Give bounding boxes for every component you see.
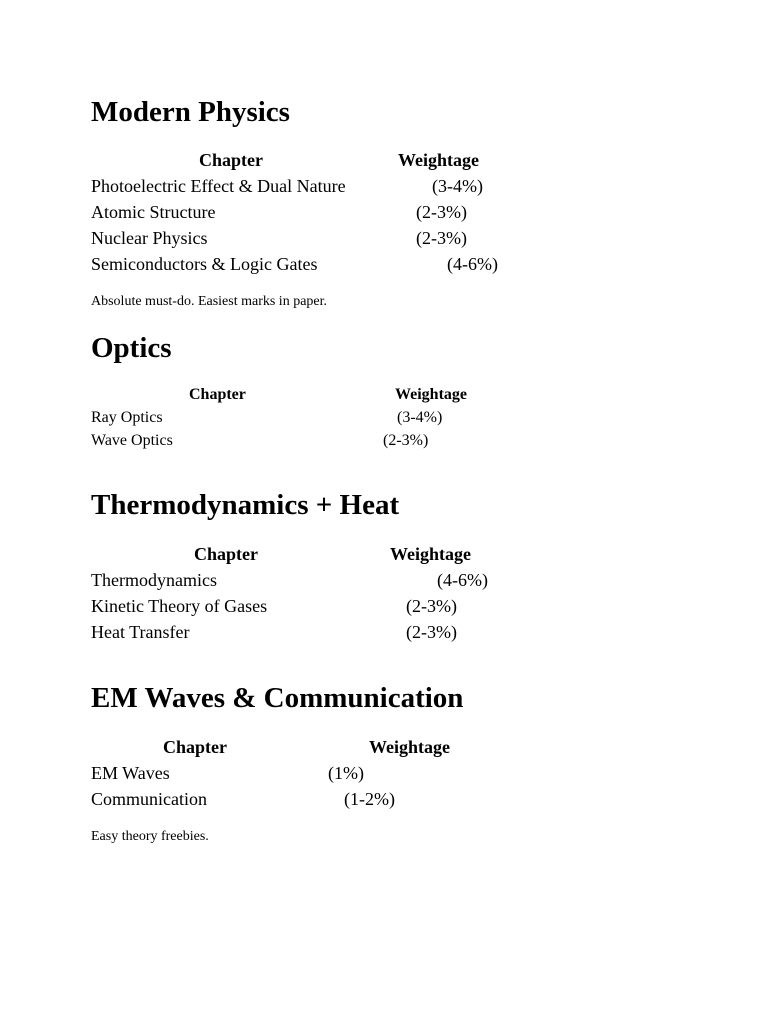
chapter-weightage: (4-6%) <box>437 570 488 590</box>
section-title: Thermodynamics + Heat <box>91 489 400 521</box>
chapter-name: Photoelectric Effect & Dual Nature <box>91 176 346 196</box>
chapter-weightage: (2-3%) <box>406 596 457 616</box>
column-header-chapter: Chapter <box>163 737 227 757</box>
chapter-name: Atomic Structure <box>91 202 216 222</box>
chapter-name: Ray Optics <box>91 409 163 426</box>
chapter-name: Wave Optics <box>91 432 173 449</box>
chapter-name: Thermodynamics <box>91 570 217 590</box>
section-note: Easy theory freebies. <box>91 829 209 844</box>
chapter-weightage: (2-3%) <box>416 202 467 222</box>
section-title: EM Waves & Communication <box>91 682 464 714</box>
chapter-weightage: (2-3%) <box>383 432 429 449</box>
chapter-weightage: (4-6%) <box>447 254 498 274</box>
chapter-name: Semiconductors & Logic Gates <box>91 254 318 274</box>
column-header-weightage: Weightage <box>369 737 450 757</box>
chapter-name: Nuclear Physics <box>91 228 208 248</box>
chapter-name: Kinetic Theory of Gases <box>91 596 268 616</box>
chapter-weightage: (3-4%) <box>432 176 483 196</box>
section-title: Modern Physics <box>91 96 290 128</box>
column-header-weightage: Weightage <box>398 150 479 170</box>
column-header-weightage: Weightage <box>390 544 471 564</box>
chapter-weightage: (1%) <box>328 763 364 783</box>
column-header-weightage: Weightage <box>395 386 467 403</box>
chapter-weightage: (3-4%) <box>397 409 443 426</box>
column-header-chapter: Chapter <box>199 150 263 170</box>
chapter-weightage: (1-2%) <box>344 789 395 809</box>
chapter-name: EM Waves <box>91 763 170 783</box>
chapter-name: Heat Transfer <box>91 622 190 642</box>
column-header-chapter: Chapter <box>194 544 258 564</box>
chapter-weightage: (2-3%) <box>416 228 467 248</box>
chapter-name: Communication <box>91 789 207 809</box>
section-title: Optics <box>91 332 172 364</box>
column-header-chapter: Chapter <box>189 386 246 403</box>
chapter-weightage: (2-3%) <box>406 622 457 642</box>
section-note: Absolute must-do. Easiest marks in paper. <box>91 294 328 309</box>
